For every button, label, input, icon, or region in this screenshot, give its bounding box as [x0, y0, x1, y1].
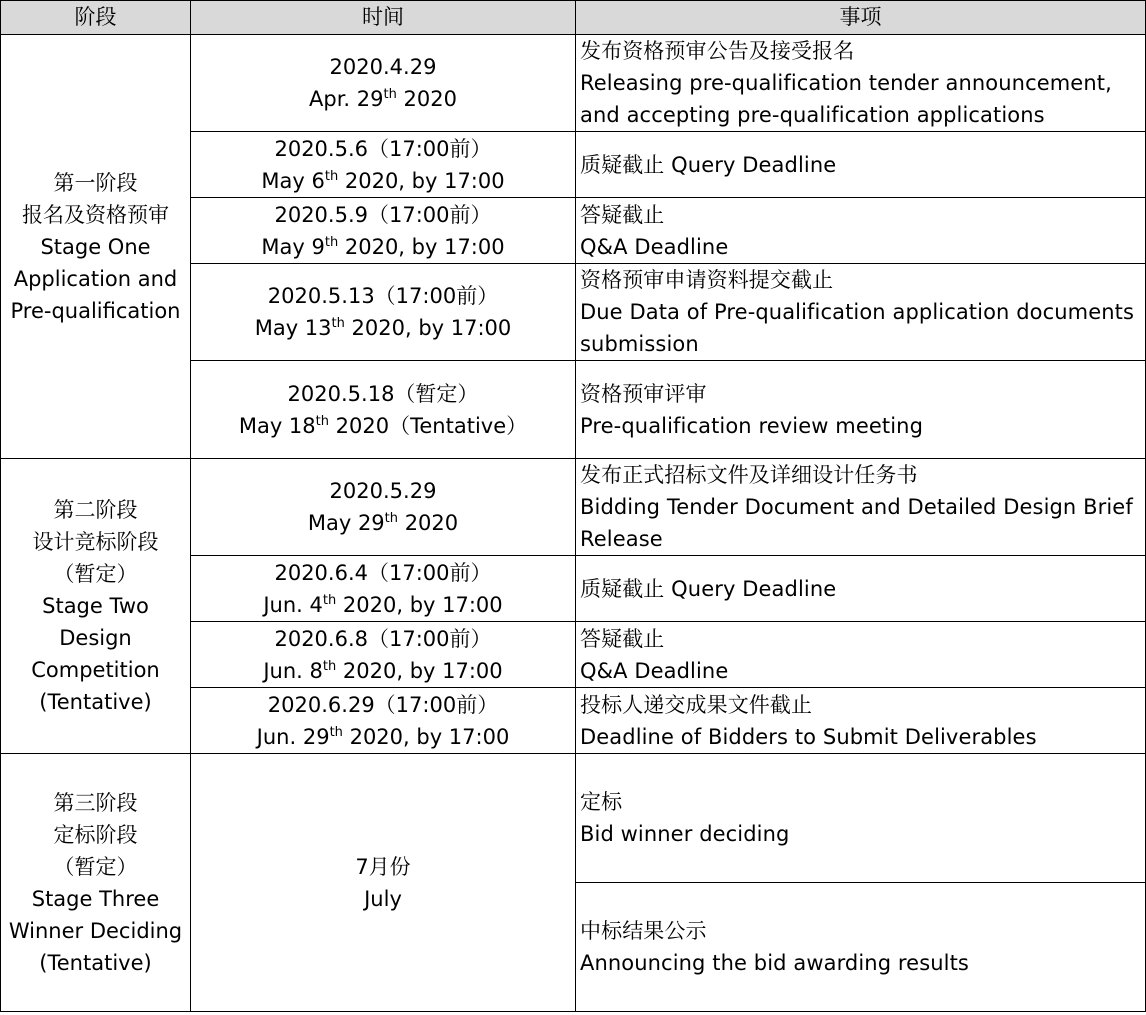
time-en: May 13th 2020, by 17:00: [254, 316, 512, 340]
time-cell: [191, 688, 576, 754]
item-text: submission: [580, 332, 699, 356]
time-cell: [191, 264, 576, 361]
stage-label: 第二阶段: [53, 498, 138, 522]
table-row: [1, 459, 1146, 556]
stage-label: Stage Two: [42, 594, 149, 618]
item-cell: [576, 622, 1146, 688]
time-cell: [191, 361, 576, 459]
header-stage: 阶段: [1, 1, 191, 35]
stage-label: Winner Deciding: [8, 918, 183, 943]
item-cell: [576, 754, 1146, 883]
header-row: [1, 1, 1146, 35]
item-text: 发布正式招标文件及详细设计任务书: [580, 463, 918, 487]
item-text: Bidding Tender Document and Detailed Design Brief: [580, 495, 1133, 519]
item-cell: [576, 459, 1146, 556]
time-en: May 6th 2020, by 17:00: [261, 168, 505, 193]
stage-label: Stage One: [40, 234, 151, 259]
item-cell: [576, 883, 1146, 1012]
table-row: [1, 754, 1146, 883]
time-zh: 2020.6.29（17:00前）: [267, 692, 499, 717]
stage-label: 定标阶段: [53, 822, 138, 847]
time-en: May 29th 2020: [307, 511, 459, 535]
item-text: Announcing the bid awarding results: [580, 951, 969, 975]
item-text: Q&A Deadline: [580, 234, 729, 259]
stage-label: Application and: [13, 266, 178, 291]
time-zh: 2020.5.29: [329, 479, 437, 503]
time-zh: 2020.5.13（17:00前）: [267, 284, 499, 308]
table-row: [1, 35, 1146, 132]
stage-two-cell: [1, 459, 191, 754]
time-cell: [191, 198, 576, 264]
header-item: 事项: [576, 1, 1146, 35]
time-en: May 18th 2020（Tentative）: [238, 413, 528, 438]
item-text: 中标结果公示: [580, 919, 707, 943]
time-cell: [191, 556, 576, 622]
item-cell: [576, 556, 1146, 622]
header-time: 时间: [191, 1, 576, 35]
time-en: Apr. 29th 2020: [309, 87, 457, 111]
time-en: Jun. 8th 2020, by 17:00: [263, 658, 503, 683]
item-cell: [576, 361, 1146, 459]
time-en: Jun. 4th 2020, by 17:00: [263, 592, 503, 617]
time-en: Jun. 29th 2020, by 17:00: [256, 724, 510, 749]
time-cell: [191, 622, 576, 688]
time-zh: 2020.5.6（17:00前）: [274, 136, 492, 161]
stage-label: Design: [59, 626, 132, 650]
item-cell: [576, 132, 1146, 198]
item-cell: [576, 688, 1146, 754]
stage-label: Pre-qualification: [10, 298, 181, 323]
item-text: Due Data of Pre-qualification application documents: [580, 300, 1135, 324]
item-text: 质疑截止 Query Deadline: [580, 152, 837, 177]
time-zh: 2020.5.18（暂定）: [287, 381, 479, 406]
stage-label: （暂定）: [53, 562, 138, 586]
time-zh: 2020.5.9（17:00前）: [274, 202, 492, 227]
time-zh: 2020.4.29: [329, 55, 437, 79]
time-en: May 9th 2020, by 17:00: [261, 234, 505, 259]
stage-label: (Tentative): [39, 690, 152, 714]
stage-label: 报名及资格预审: [22, 202, 169, 227]
item-text: Bid winner deciding: [580, 822, 790, 846]
item-text: 答疑截止: [580, 202, 665, 227]
time-zh: 2020.6.8（17:00前）: [274, 626, 492, 651]
time-cell: [191, 459, 576, 556]
item-cell: [576, 35, 1146, 132]
stage-label: 第一阶段: [53, 170, 138, 195]
item-text: Pre-qualification review meeting: [580, 413, 924, 438]
item-text: 资格预审评审: [580, 381, 707, 406]
item-text: Q&A Deadline: [580, 658, 729, 683]
item-text: Release: [580, 527, 663, 551]
time-zh: 7月份: [355, 854, 411, 879]
stage-three-cell: [1, 754, 191, 1012]
stage-label: (Tentative): [39, 950, 152, 975]
item-text: 答疑截止: [580, 626, 665, 651]
item-text: Releasing pre-qualification tender announcement,: [580, 71, 1112, 95]
time-en: July: [364, 886, 402, 911]
time-cell: [191, 35, 576, 132]
time-cell: [191, 132, 576, 198]
stage-one-cell: [1, 35, 191, 459]
item-text: 定标: [580, 790, 623, 814]
stage-label: Competition: [31, 658, 160, 682]
stage-label: 设计竞标阶段: [32, 530, 159, 554]
item-text: 投标人递交成果文件截止: [580, 692, 813, 717]
item-text: Deadline of Bidders to Submit Deliverables: [580, 724, 1037, 749]
item-text: 资格预审申请资料提交截止: [580, 268, 834, 292]
time-zh: 2020.6.4（17:00前）: [274, 560, 492, 585]
item-cell: [576, 264, 1146, 361]
item-text: 质疑截止 Query Deadline: [580, 576, 837, 601]
item-cell: [576, 198, 1146, 264]
item-text: and accepting pre-qualification applications: [580, 103, 1045, 127]
item-text: 发布资格预审公告及接受报名: [580, 39, 855, 63]
stage-label: （暂定）: [53, 854, 138, 879]
time-cell: [191, 754, 576, 1012]
stage-label: 第三阶段: [53, 790, 138, 815]
stage-label: Stage Three: [31, 886, 160, 911]
